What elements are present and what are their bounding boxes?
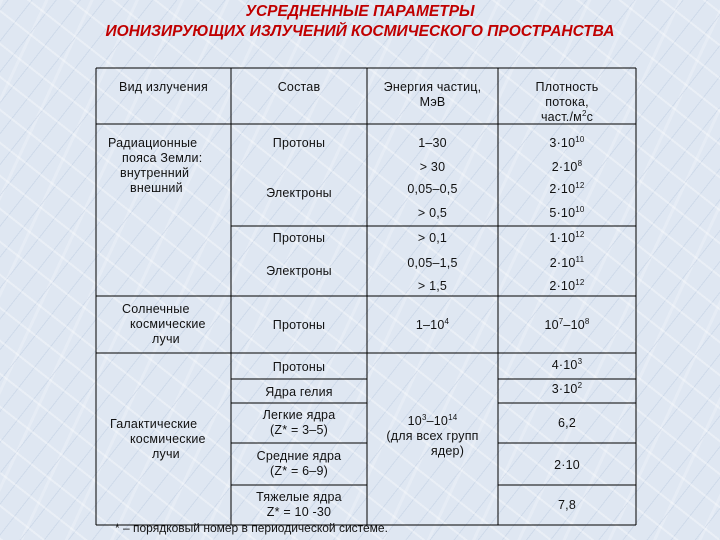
galactic-energy-a-exp: 3	[421, 412, 427, 422]
galactic-row-2-flux	[498, 416, 636, 431]
header-flux-line-1: Плотность	[535, 80, 599, 94]
solar-energy	[367, 318, 498, 333]
galactic-energy-line-1	[367, 414, 498, 429]
flux-exp: 3	[577, 356, 583, 366]
flux-base: 6,2	[558, 416, 576, 430]
galactic-row-4-flux	[498, 498, 636, 513]
galactic-energy	[367, 414, 498, 459]
solar-energy-exp: 4	[444, 316, 450, 326]
solar-kind	[120, 302, 230, 347]
flux-base: 2·10	[551, 160, 578, 174]
galactic-row-3-line-1: Средние ядра	[256, 449, 342, 463]
galactic-row-4-composition	[231, 490, 367, 520]
belts-outer-2-energy: > 1,5	[417, 279, 448, 293]
galactic-row-3-line-2: (Z* = 6–9)	[270, 464, 328, 478]
galactic-kind-line-3: лучи	[152, 447, 180, 461]
flux-base: 2·10	[549, 182, 576, 196]
belts-outer-0-composition: Протоны	[272, 231, 326, 245]
solar-flux-a-exp: 7	[558, 316, 564, 326]
solar-flux-a: 10	[544, 318, 559, 332]
belts-inner-2-energy: 0,05–0,5	[407, 182, 458, 196]
solar-energy-base: 1–10	[415, 318, 445, 332]
galactic-energy-line-2: (для всех групп	[386, 429, 479, 443]
galactic-kind	[110, 417, 230, 462]
belts-inner-1-energy: > 30	[419, 160, 446, 174]
galactic-kind-line-2: космические	[130, 432, 206, 446]
header-flux-line-2: потока,	[545, 95, 589, 109]
galactic-energy-b: –10	[426, 414, 449, 428]
flux-base: 4·10	[551, 358, 578, 372]
belts-outer-1-flux	[498, 256, 636, 271]
belts-outer-0-energy: > 0,1	[417, 231, 448, 245]
galactic-row-2-line-2: (Z* = 3–5)	[270, 423, 328, 437]
galactic-row-3-flux	[498, 458, 636, 473]
belts-inner-2-flux	[498, 182, 636, 197]
flux-base: 3·10	[549, 136, 576, 150]
header-flux-line-3	[498, 110, 636, 125]
flux-exp: 12	[575, 180, 585, 190]
flux-exp: 2	[577, 380, 583, 390]
flux-exp: 11	[575, 254, 585, 264]
flux-base: 7,8	[558, 498, 576, 512]
galactic-energy-b-exp: 14	[448, 412, 458, 422]
belts-outer-1-energy: 0,05–1,5	[407, 256, 458, 270]
belts-inner-0-energy: 1–30	[418, 136, 447, 150]
solar-flux-b-exp: 8	[584, 316, 590, 326]
header-flux-unit: част./м	[540, 110, 582, 124]
galactic-row-1-composition: Ядра гелия	[265, 385, 333, 399]
belts-kind-line-4: внешний	[130, 181, 183, 195]
solar-flux-b: –10	[563, 318, 585, 332]
belts-inner-0-flux	[498, 136, 636, 151]
belts-outer-1-composition: Электроны	[266, 264, 332, 278]
flux-base: 5·10	[549, 206, 576, 220]
solar-kind-line-1: Солнечные	[122, 302, 190, 316]
solar-composition: Протоны	[272, 318, 326, 332]
flux-base: 2·10	[549, 256, 576, 270]
galactic-row-0-flux	[498, 358, 636, 373]
belts-kind-line-2: пояса Земли:	[122, 151, 203, 165]
header-kind: Вид излучения	[119, 80, 208, 94]
galactic-row-4-line-1: Тяжелые ядра	[256, 490, 342, 504]
header-flux-sup: 2	[581, 108, 587, 118]
belts-outer-0-flux	[498, 231, 636, 246]
header-flux	[498, 80, 636, 125]
belts-outer-2-flux	[498, 279, 636, 294]
flux-exp: 12	[575, 229, 585, 239]
galactic-row-0-composition: Протоны	[272, 360, 326, 374]
flux-base: 1·10	[549, 231, 576, 245]
flux-base: 2·10	[554, 458, 580, 472]
solar-kind-line-2: космические	[130, 317, 206, 331]
galactic-row-1-flux	[498, 382, 636, 397]
title-line-1: УСРЕДНЕННЫЕ ПАРАМЕТРЫ	[245, 3, 475, 20]
belts-inner-0-composition: Протоны	[272, 136, 326, 150]
belts-inner-2-composition: Электроны	[266, 186, 332, 200]
galactic-row-4-line-2: Z* = 10 -30	[266, 505, 332, 519]
header-energy	[367, 80, 498, 110]
belts-kind-line-1: Радиационные	[108, 136, 198, 150]
galactic-row-2-line-1: Легкие ядра	[262, 408, 336, 422]
galactic-row-2-composition	[231, 408, 367, 438]
belts-inner-1-flux	[498, 160, 636, 175]
flux-exp: 8	[577, 158, 583, 168]
flux-exp: 12	[575, 277, 585, 287]
belts-inner-3-energy: > 0,5	[417, 206, 448, 220]
flux-base: 3·10	[551, 382, 578, 396]
flux-exp: 10	[575, 204, 585, 214]
header-energy-line-1: Энергия частиц,	[383, 80, 482, 94]
galactic-energy-a: 10	[407, 414, 422, 428]
title-line-2: ИОНИЗИРУЮЩИХ ИЗЛУЧЕНИЙ КОСМИЧЕСКОГО ПРОСТРАНСТВА	[105, 23, 615, 40]
solar-flux	[498, 318, 636, 333]
footnote: * – порядковый номер в периодической системе.	[115, 521, 388, 535]
header-composition: Состав	[277, 80, 321, 94]
header-flux-unit-tail: с	[586, 110, 594, 124]
flux-exp: 10	[575, 134, 585, 144]
galactic-row-3-composition	[231, 449, 367, 479]
galactic-energy-line-3: ядер)	[430, 444, 465, 458]
belts-inner-3-flux	[498, 206, 636, 221]
galactic-kind-line-1: Галактические	[110, 417, 198, 431]
flux-base: 2·10	[549, 279, 576, 293]
belts-kind-line-3: внутренний	[120, 166, 190, 180]
solar-kind-line-3: лучи	[152, 332, 180, 346]
belts-kind	[108, 136, 228, 196]
header-energy-line-2: МэВ	[419, 95, 446, 109]
